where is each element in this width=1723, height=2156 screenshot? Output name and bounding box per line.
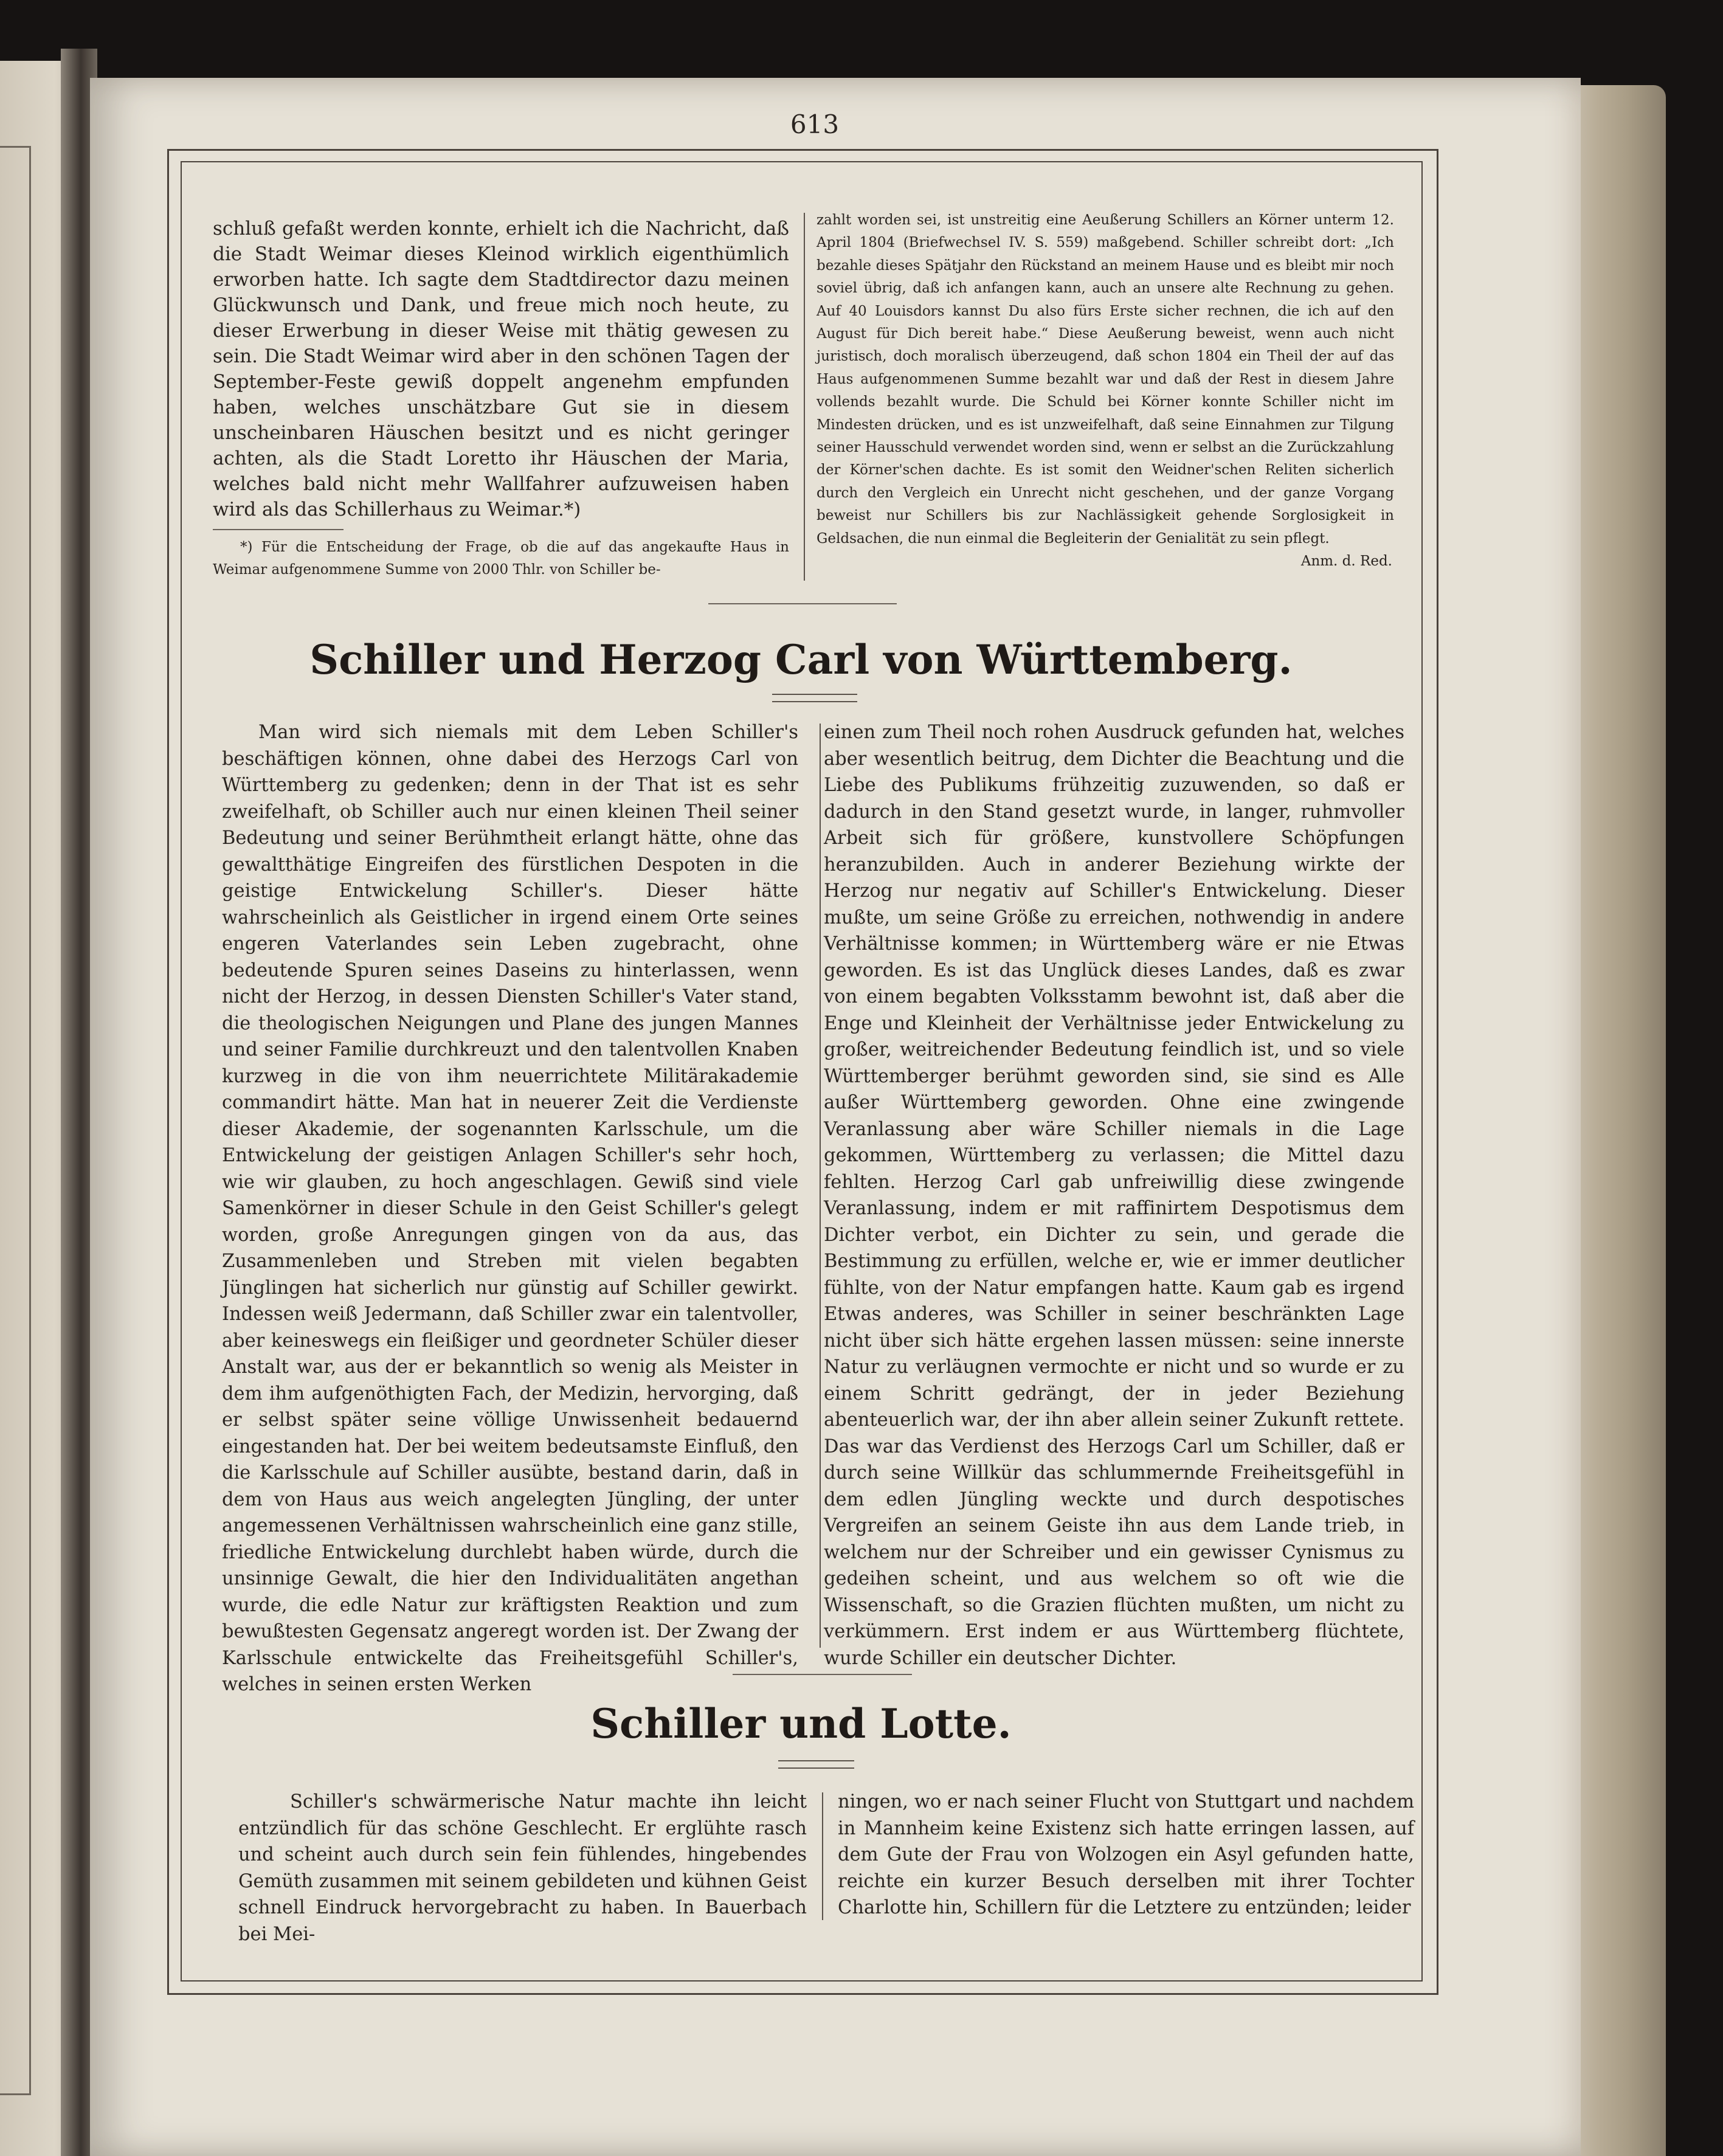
article1-col1: Man wird sich niemals mit dem Leben Schiller's beschäftigen können, ohne dabei des Herzogs Carl von Württemberg zu gedenken; denn in der That ist es sehr zweifelhaft, ob Schiller auch nur einen kleinen Theil seiner Bedeutung und seiner Berühmtheit erlangt hätte, ohne das gewaltthätige Eingreifen des fürstlichen Despoten in die geistige Entwickelung Schiller's. Dieser hätte wahrscheinlich als Geistlicher in irgend einem Orte seines engeren Vaterlandes sein Leben zugebracht, ohne bedeutende Spuren seines Daseins zu hinterlassen, wenn nicht der Herzog, in dessen Diensten Schiller's Vater stand, die theologischen Neigungen und Plane des jungen Mannes und seiner Familie durchkreuzt und den talentvollen Knaben kurzweg in die von ihm neuerrichtete Militärakademie commandirt hätte. Man hat in neuerer Zeit die Verdienste dieser Akademie, der sogenannten Karlsschule, um die Entwickelung der geistigen Anlagen Schiller's sehr hoch, wie wir glauben, zu hoch angeschlagen. Gewiß sind viele Samenkörner in dieser Schule in den Geist Schiller's gelegt worden, große Anregungen gingen von da aus, das Zusammenleben und Streben mit vielen begabten Jünglingen hat sicherlich nur günstig auf Schiller gewirkt. Indessen weiß Jedermann, daß Schiller zwar ein talentvoller, aber keineswegs ein fleißiger und geordneter Schüler dieser Anstalt war, aus der er bekanntlich so wenig als Meister in dem ihm aufgenöthigten Fach, der Medizin, hervorging, daß er selbst später seine völlige Unwissenheit bedauernd eingestanden hat. Der bei weitem bedeutsamste Einfluß, den die Karlsschule auf Schiller ausübte, bestand darin, daß in dem von Haus aus weich angelegten Jüngling, der unter angemessenen Verhältnissen wahrscheinlich eine ganz stille, friedliche Entwickelung durchlebt haben würde, durch die unsinnige Gewalt, die hier den Individualitäten angethan wurde, die edle Natur zur kräftigsten Reaktion und zum bewußtesten Gegensatz angeregt worden ist. Der Zwang der Karlsschule entwickelte das Freiheitsgefühl Schiller's, welches in seinen ersten Werken: [222, 722, 798, 1695]
section-rule-2: [733, 1674, 912, 1675]
article1-column-divider: [820, 724, 821, 1648]
article1-col2: einen zum Theil noch rohen Ausdruck gefunden hat, welches aber wesentlich beitrug, dem Dichter die Beachtung und die Liebe des Publikums frühzeitig zuzuwenden, so daß er dadurch in den Stand gesetzt wurde, in langer, ruhmvoller Arbeit sich für größere, kunstvollere Schöpfungen heranzubilden. Auch in anderer Beziehung wirkte der Herzog nur negativ auf Schiller's Entwickelung. Dieser mußte, um seine Größe zu erreichen, nothwendig in andere Verhältnisse kommen; in Württemberg wäre er nie Etwas geworden. Es ist das Unglück dieses Landes, daß es zwar von einem begabten Volksstamm bewohnt ist, daß aber die Enge und Kleinheit der Verhältnisse jeder Entwickelung zu großer, weitreichender Bedeutung feindlich ist, und so viele Württemberger berühmt geworden sind, sie sind es Alle außer Württemberg geworden. Ohne eine zwingende Veranlassung aber wäre Schiller niemals in die Lage gekommen, Württemberg zu verlassen; die Mittel dazu fehlten. Herzog Carl gab unfreiwillig diese zwingende Veranlassung, indem er mit raffinirtem Despotismus dem Dichter verbot, ein Dichter zu sein, und gerade die Bestimmung zu erfüllen, welche er, wie er immer deutlicher fühlte, von der Natur empfangen hatte. Kaum gab es irgend Etwas anderes, was Schiller in seiner beschränkten Lage nicht über sich hätte ergehen lassen müssen: seine innerste Natur zu verläugnen vermochte er nicht und so wurde er zu einem Schritt gedrängt, der in jeder Beziehung abenteuerlich war, der ihn aber allein seiner Zukunft rettete. Das war das Verdienst des Herzogs Carl um Schiller, daß er durch seine Willkür das schlummernde Freiheitsgefühl in dem edlen Jüngling weckte und durch despotisches Vergreifen an seinem Geiste ihn aus dem Lande trieb, in welchem nur der Schreiber und ein gewisser Cynismus zu gedeihen scheint, und aus welchem so oft wie die Wissenschaft, so die Grazien flüchten mußten, um nicht zu verkümmern. Erst indem er aus Württemberg flüchtete, wurde Schiller ein deutscher Dichter.: [824, 722, 1404, 1669]
page-number: 613: [790, 109, 840, 139]
title-flourish-1: [772, 694, 857, 702]
article2-column-divider: [822, 1792, 823, 1920]
article1-title: Schiller und Herzog Carl von Württemberg.: [309, 636, 1293, 683]
article2-title: Schiller und Lotte.: [590, 1700, 1012, 1747]
prev-article-col1: schluß gefaßt werden konnte, erhielt ich die Nachricht, daß die Stadt Weimar dieses Kleinod wirklich eigenthümlich erworben hatte. Ich sagte dem Stadtdirector dazu meinen Glückwunsch und Dank, und freue mich noch heute, zu dieser Erwerbung in dieser Weise mit thätig gewesen zu sein. Die Stadt Weimar wird aber in den schönen Tagen der September-Feste gewiß doppelt angenehm empfunden haben, welches unschätzbare Gut sie in diesem unscheinbaren Häuschen besitzt und es nicht geringer achten, als die Stadt Loretto ihr Häuschen der Maria, welches bald nicht mehr Wallfahrer aufzuweisen haben wird als das Schillerhaus zu Weimar.*): [213, 218, 789, 520]
prev-article-column-divider: [804, 213, 805, 581]
prev-article-footnote: *) Für die Entscheidung der Frage, ob die auf das angekaufte Haus in Weimar aufgenommene Summe von 2000 Thlr. von Schiller be-: [213, 539, 789, 578]
section-rule-1: [708, 603, 897, 604]
article2-col2: ningen, wo er nach seiner Flucht von Stuttgart und nachdem in Mannheim keine Existenz sich hatte erringen lassen, auf dem Gute der Frau von Wolzogen ein Asyl gefunden hatte, reichte ein kurzer Besuch derselben mit ihrer Tochter Charlotte hin, Schillern für die Letztere zu entzünden; leider: [838, 1791, 1414, 1918]
page-edges-stack: [1569, 85, 1666, 2156]
left-page-frame: [0, 146, 31, 2095]
article2-col1: Schiller's schwärmerische Natur machte ihn leicht entzündlich für das schöne Geschlecht. Er erglühte rasch und scheint auch durch sein fein fühlendes, hingebendes Gemüth zusammen mit seinem gebildeten und kühnen Geist schnell Eindruck hervorgebracht zu haben. In Bauerbach bei Mei-: [238, 1791, 807, 1945]
footnote-rule: [213, 529, 344, 530]
prev-article-col2: zahlt worden sei, ist unstreitig eine Aeußerung Schillers an Körner unterm 12. April 1804 (Briefwechsel IV. S. 559) maßgebend. Schiller schreibt dort: „Ich bezahle dieses Spätjahr den Rückstand an meinem Hause und es bleibt mir noch soviel übrig, daß ich anfangen kann, auch an unsere alte Rechnung zu gehen. Auf 40 Louisdors kannst Du also fürs Erste sicher rechnen, die ich auf den August für Dich bereit habe.“ Diese Aeußerung beweist, wenn auch nicht juristisch, doch moralisch überzeugend, daß schon 1804 ein Theil der auf das Haus aufgenommenen Summe bezahlt war und daß der Rest in diesem Jahre vollends bezahlt wurde. Die Schuld bei Körner konnte Schiller nicht im Mindesten drücken, und es ist unzweifelhaft, daß seine Einnahmen zur Tilgung seiner Hausschuld verwendet worden sind, wenn er selbst an die Zurückzahlung der Körner'schen dachte. Es ist somit den Weidner'schen Reliten sicherlich durch den Vergleich ein Unrecht nicht geschehen, und der ganze Vorgang beweist nur Schillers bis zur Nachlässigkeit gehende Sorglosigkeit in Geldsachen, die nun einmal die Begleiterin der Genialität zu sein pflegt.: [817, 212, 1394, 547]
editor-note: Anm. d. Red.: [1300, 553, 1392, 569]
title-flourish-2: [778, 1760, 854, 1769]
